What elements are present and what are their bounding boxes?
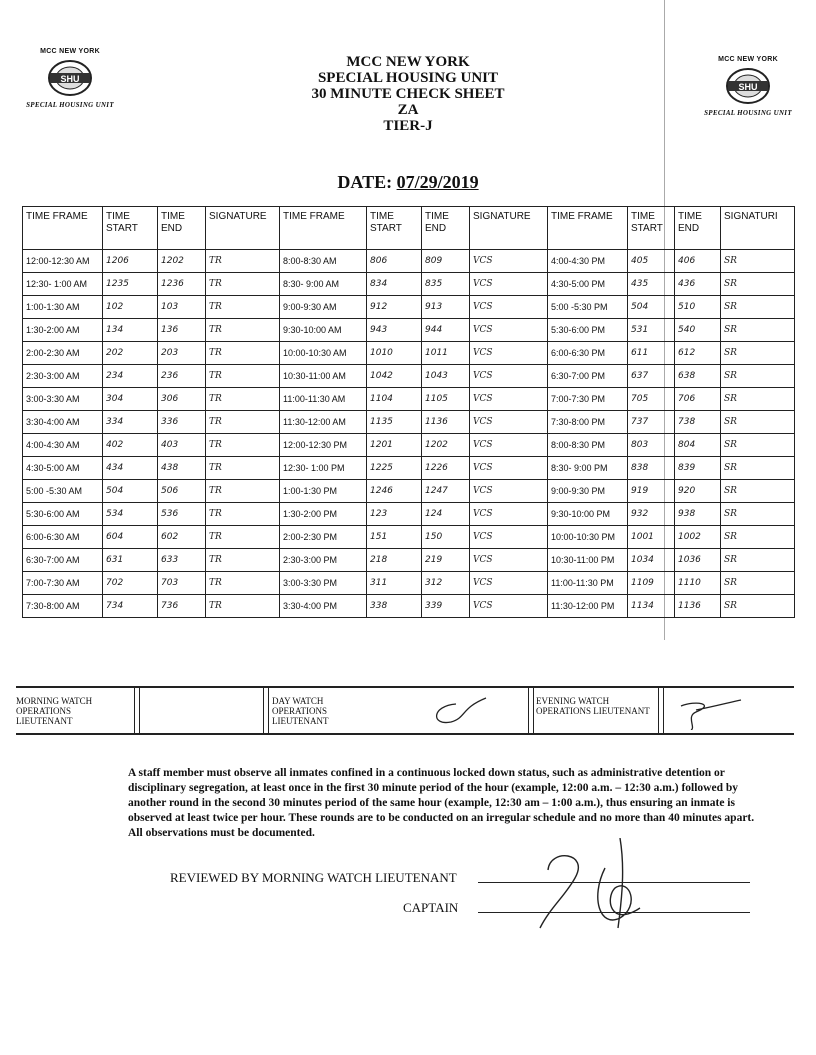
time-frame-cell: 9:30-10:00 AM [280,319,367,342]
signature-cell: VCS [470,319,548,342]
column-header: TIME FRAME [280,207,367,250]
time-frame-cell: 4:00-4:30 PM [548,250,628,273]
time-frame-cell: 6:30-7:00 PM [548,365,628,388]
logo-top-text: MCC NEW YORK [718,56,778,63]
time-frame-cell: 9:00-9:30 AM [280,296,367,319]
time-entry-cell: 334 [103,411,158,434]
time-frame-cell: 9:30-10:00 PM [548,503,628,526]
column-header: TIME START [628,207,675,250]
signature-cell: SR [721,411,795,434]
time-entry-cell: 540 [675,319,721,342]
header-line-5: TIER-J [383,118,433,134]
table-row [23,549,795,572]
time-frame-cell: 8:00-8:30 PM [548,434,628,457]
signature-cell: VCS [470,250,548,273]
day-watch-label: DAY WATCH OPERATIONS LIEUTENANT [272,696,329,726]
time-entry-cell: 1104 [367,388,422,411]
signature-cell: TR [206,342,280,365]
signature-cell: VCS [470,503,548,526]
column-header: TIME FRAME [23,207,103,250]
logo-bottom-text: SPECIAL HOUSING UNIT [704,109,792,117]
signature-cell: TR [206,480,280,503]
time-entry-cell: 438 [158,457,206,480]
time-entry-cell: 1105 [422,388,470,411]
time-frame-cell: 1:00-1:30 PM [280,480,367,503]
logo-top-text: MCC NEW YORK [40,48,100,55]
time-frame-cell: 5:00 -5:30 AM [23,480,103,503]
time-entry-cell: 912 [367,296,422,319]
column-header: TIME FRAME [548,207,628,250]
column-header: SIGNATURE [470,207,548,250]
time-entry-cell: 304 [103,388,158,411]
time-entry-cell: 804 [675,434,721,457]
signature-cell: VCS [470,480,548,503]
signature-cell: SR [721,457,795,480]
table-body [23,250,795,618]
time-entry-cell: 633 [158,549,206,572]
time-entry-cell: 734 [103,595,158,618]
time-entry-cell: 1225 [367,457,422,480]
time-entry-cell: 736 [158,595,206,618]
time-frame-cell: 3:30-4:00 AM [23,411,103,434]
signature-cell: SR [721,250,795,273]
table-row [23,365,795,388]
time-entry-cell: 435 [628,273,675,296]
time-entry-cell: 1010 [367,342,422,365]
time-entry-cell: 806 [367,250,422,273]
signature-cell: TR [206,595,280,618]
table-row [23,457,795,480]
time-frame-cell: 12:30- 1:00 AM [23,273,103,296]
time-entry-cell: 504 [103,480,158,503]
time-entry-cell: 1226 [422,457,470,480]
signature-cell: SR [721,388,795,411]
time-frame-cell: 5:30-6:00 PM [548,319,628,342]
time-entry-cell: 202 [103,342,158,365]
time-entry-cell: 510 [675,296,721,319]
time-entry-cell: 134 [103,319,158,342]
time-entry-cell: 504 [628,296,675,319]
time-entry-cell: 944 [422,319,470,342]
time-frame-cell: 11:30-12:00 AM [280,411,367,434]
signature-cell: SR [721,526,795,549]
time-entry-cell: 1134 [628,595,675,618]
time-frame-cell: 3:00-3:30 AM [23,388,103,411]
time-frame-cell: 7:30-8:00 PM [548,411,628,434]
signature-cell: TR [206,365,280,388]
signature-cell: TR [206,319,280,342]
time-entry-cell: 1136 [675,595,721,618]
time-frame-cell: 12:30- 1:00 PM [280,457,367,480]
time-entry-cell: 218 [367,549,422,572]
signature-cell: VCS [470,457,548,480]
page-header [0,54,816,134]
time-entry-cell: 737 [628,411,675,434]
header-line-4: ZA [397,102,419,118]
time-entry-cell: 1043 [422,365,470,388]
time-entry-cell: 913 [422,296,470,319]
time-entry-cell: 339 [422,595,470,618]
signature-cell: VCS [470,572,548,595]
time-frame-cell: 11:00-11:30 AM [280,388,367,411]
time-entry-cell: 1034 [628,549,675,572]
time-entry-cell: 920 [675,480,721,503]
morning-watch-label: MORNING WATCH OPERATIONS LIEUTENANT [16,696,93,726]
signature-cell: SR [721,503,795,526]
time-frame-cell: 2:00-2:30 PM [280,526,367,549]
table-row [23,503,795,526]
table-row [23,319,795,342]
column-header: TIME END [422,207,470,250]
time-frame-cell: 1:30-2:00 PM [280,503,367,526]
time-entry-cell: 1036 [675,549,721,572]
time-frame-cell: 9:00-9:30 PM [548,480,628,503]
time-entry-cell: 932 [628,503,675,526]
time-entry-cell: 612 [675,342,721,365]
time-frame-cell: 7:00-7:30 PM [548,388,628,411]
time-frame-cell: 11:30-12:00 PM [548,595,628,618]
signature-cell: VCS [470,296,548,319]
time-entry-cell: 838 [628,457,675,480]
time-entry-cell: 835 [422,273,470,296]
table-row [23,250,795,273]
table-header-row [23,207,795,250]
signature-cell: TR [206,388,280,411]
time-entry-cell: 738 [675,411,721,434]
time-frame-cell: 10:00-10:30 AM [280,342,367,365]
time-entry-cell: 1136 [422,411,470,434]
signature-cell: TR [206,549,280,572]
time-entry-cell: 506 [158,480,206,503]
signature-cell: SR [721,296,795,319]
signature-cell: VCS [470,434,548,457]
signature-cell: SR [721,434,795,457]
time-entry-cell: 1011 [422,342,470,365]
time-entry-cell: 123 [367,503,422,526]
time-entry-cell: 531 [628,319,675,342]
time-entry-cell: 403 [158,434,206,457]
signature-cell: SR [721,549,795,572]
time-entry-cell: 1002 [675,526,721,549]
time-frame-cell: 3:00-3:30 PM [280,572,367,595]
time-frame-cell: 11:00-11:30 PM [548,572,628,595]
time-frame-cell: 5:00 -5:30 PM [548,296,628,319]
time-frame-cell: 2:00-2:30 AM [23,342,103,365]
time-entry-cell: 1247 [422,480,470,503]
column-header: TIME START [103,207,158,250]
column-header: SIGNATURI [721,207,795,250]
time-entry-cell: 219 [422,549,470,572]
evening-lieutenant-signature [676,696,746,730]
header-line-3: 30 MINUTE CHECK SHEET [311,86,505,102]
evening-watch-label: EVENING WATCH OPERATIONS LIEUTENANT [536,696,650,716]
time-frame-cell: 6:30-7:00 AM [23,549,103,572]
emblem-text: SHU [60,74,80,84]
time-frame-cell: 12:00-12:30 AM [23,250,103,273]
signature-cell: SR [721,365,795,388]
time-entry-cell: 406 [675,250,721,273]
time-entry-cell: 151 [367,526,422,549]
table-row [23,273,795,296]
signature-cell: TR [206,526,280,549]
time-entry-cell: 1235 [103,273,158,296]
time-entry-cell: 405 [628,250,675,273]
signature-cell: TR [206,503,280,526]
table-row [23,572,795,595]
signature-cell: SR [721,342,795,365]
column-header: TIME START [367,207,422,250]
captain-label: CAPTAIN [403,900,459,915]
column-header: TIME END [158,207,206,250]
time-frame-cell: 7:30-8:00 AM [23,595,103,618]
logo-bottom-text: SPECIAL HOUSING UNIT [26,101,114,109]
time-entry-cell: 1135 [367,411,422,434]
date-line [0,172,816,193]
time-frame-cell: 8:30- 9:00 AM [280,273,367,296]
time-frame-cell: 1:30-2:00 AM [23,319,103,342]
time-frame-cell: 6:00-6:30 AM [23,526,103,549]
time-entry-cell: 943 [367,319,422,342]
time-entry-cell: 336 [158,411,206,434]
time-entry-cell: 534 [103,503,158,526]
table-row [23,411,795,434]
signature-cell: TR [206,457,280,480]
column-header: SIGNATURE [206,207,280,250]
signature-cell: TR [206,434,280,457]
time-entry-cell: 311 [367,572,422,595]
header-line-2: SPECIAL HOUSING UNIT [317,70,499,86]
time-entry-cell: 706 [675,388,721,411]
header-line-1: MCC NEW YORK [346,54,470,70]
review-signatures [520,838,660,938]
signature-cell: VCS [470,526,548,549]
time-entry-cell: 809 [422,250,470,273]
table-row [23,388,795,411]
watch-signature-row [16,686,794,735]
time-entry-cell: 536 [158,503,206,526]
time-frame-cell: 3:30-4:00 PM [280,595,367,618]
time-frame-cell: 8:30- 9:00 PM [548,457,628,480]
time-entry-cell: 604 [103,526,158,549]
time-entry-cell: 834 [367,273,422,296]
signature-cell: VCS [470,595,548,618]
time-frame-cell: 12:00-12:30 PM [280,434,367,457]
day-lieutenant-signature [426,696,496,730]
signature-cell: TR [206,572,280,595]
emblem-text: SHU [738,82,758,92]
time-entry-cell: 1236 [158,273,206,296]
time-frame-cell: 10:00-10:30 PM [548,526,628,549]
time-entry-cell: 839 [675,457,721,480]
time-entry-cell: 631 [103,549,158,572]
time-entry-cell: 338 [367,595,422,618]
signature-cell: SR [721,273,795,296]
check-table [22,206,795,618]
time-entry-cell: 234 [103,365,158,388]
time-frame-cell: 4:30-5:00 PM [548,273,628,296]
time-entry-cell: 705 [628,388,675,411]
table-row [23,296,795,319]
time-entry-cell: 436 [675,273,721,296]
time-entry-cell: 1109 [628,572,675,595]
signature-cell: TR [206,273,280,296]
time-frame-cell: 10:30-11:00 AM [280,365,367,388]
signature-cell: VCS [470,342,548,365]
time-entry-cell: 1001 [628,526,675,549]
time-entry-cell: 919 [628,480,675,503]
signature-cell: VCS [470,411,548,434]
table-row [23,526,795,549]
time-entry-cell: 236 [158,365,206,388]
time-entry-cell: 1206 [103,250,158,273]
time-entry-cell: 102 [103,296,158,319]
date-value: 07/29/2019 [396,172,479,192]
time-frame-cell: 8:00-8:30 AM [280,250,367,273]
time-entry-cell: 1201 [367,434,422,457]
signature-cell: TR [206,250,280,273]
signature-cell: SR [721,572,795,595]
signature-cell: SR [721,480,795,503]
time-entry-cell: 103 [158,296,206,319]
time-entry-cell: 124 [422,503,470,526]
signature-cell: VCS [470,549,548,572]
time-entry-cell: 312 [422,572,470,595]
signature-cell: SR [721,319,795,342]
time-frame-cell: 10:30-11:00 PM [548,549,628,572]
time-entry-cell: 1202 [158,250,206,273]
observation-policy-text: A staff member must observe all inmates confined in a continuous locked down status, such as administrative detention or disciplinary segregation, at least once in the first 30 minute period of the hour (example, 12:00 a.m. – 12:30 a.m.) followed by another round in the second 30 minutes period of the same hour (example, 12:30 am – 1:00 a.m.), thus ensuring an inmate is observed at least twice per hour. These rounds are to be conducted on an irregular schedule and no more than 40 minutes apart. All observations must be documented. [128,767,755,839]
time-entry-cell: 150 [422,526,470,549]
time-entry-cell: 402 [103,434,158,457]
table-row [23,434,795,457]
signature-cell: TR [206,296,280,319]
time-frame-cell: 5:30-6:00 AM [23,503,103,526]
time-entry-cell: 602 [158,526,206,549]
time-entry-cell: 938 [675,503,721,526]
signature-cell: VCS [470,365,548,388]
signature-cell: SR [721,595,795,618]
time-entry-cell: 306 [158,388,206,411]
time-entry-cell: 638 [675,365,721,388]
review-lieutenant-label: REVIEWED BY MORNING WATCH LIEUTENANT [170,870,457,885]
time-entry-cell: 702 [103,572,158,595]
signature-cell: VCS [470,388,548,411]
time-frame-cell: 4:30-5:00 AM [23,457,103,480]
time-entry-cell: 803 [628,434,675,457]
signature-cell: TR [206,411,280,434]
time-entry-cell: 1202 [422,434,470,457]
signature-cell: VCS [470,273,548,296]
time-entry-cell: 136 [158,319,206,342]
time-entry-cell: 434 [103,457,158,480]
time-entry-cell: 1110 [675,572,721,595]
time-entry-cell: 1246 [367,480,422,503]
time-frame-cell: 1:00-1:30 AM [23,296,103,319]
time-frame-cell: 4:00-4:30 AM [23,434,103,457]
time-entry-cell: 637 [628,365,675,388]
time-frame-cell: 2:30-3:00 PM [280,549,367,572]
time-entry-cell: 703 [158,572,206,595]
table-row [23,480,795,503]
time-entry-cell: 1042 [367,365,422,388]
column-header: TIME END [675,207,721,250]
date-label: DATE: [337,172,393,192]
table-row [23,595,795,618]
time-entry-cell: 203 [158,342,206,365]
time-frame-cell: 7:00-7:30 AM [23,572,103,595]
time-entry-cell: 611 [628,342,675,365]
table-row [23,342,795,365]
time-frame-cell: 2:30-3:00 AM [23,365,103,388]
time-frame-cell: 6:00-6:30 PM [548,342,628,365]
